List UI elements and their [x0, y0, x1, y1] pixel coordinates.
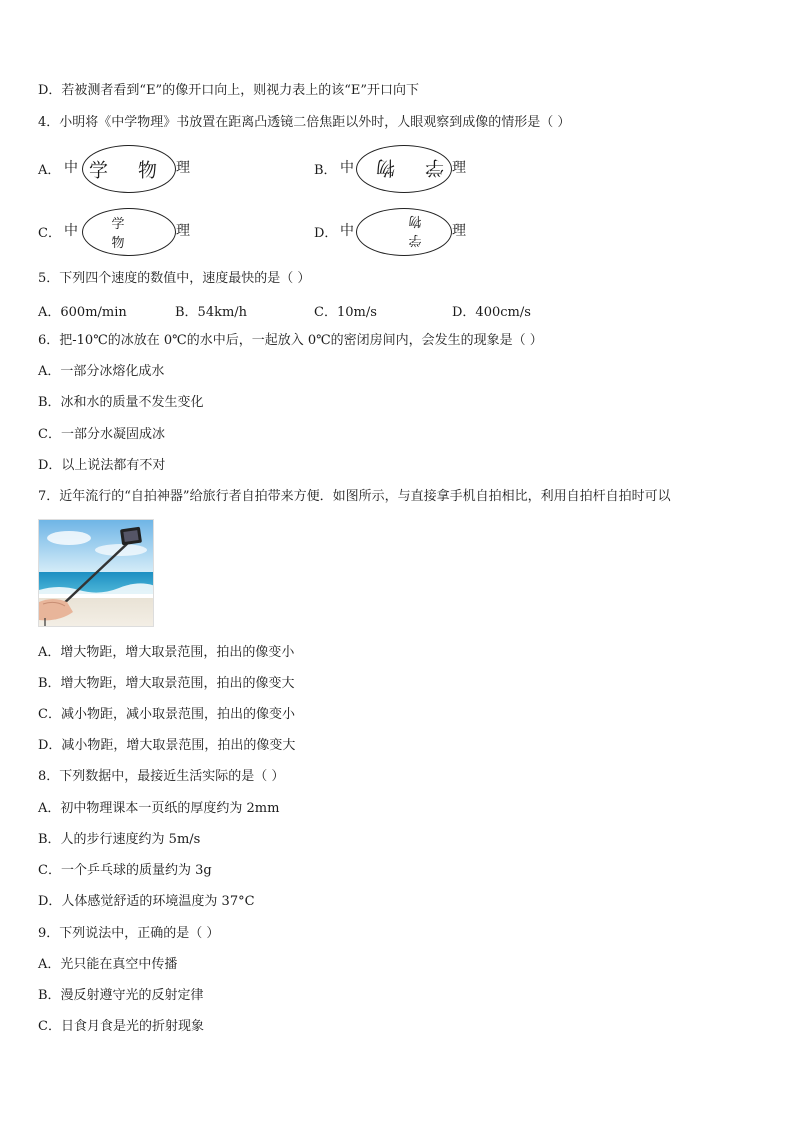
q7-option-a: A．增大物距，增大取景范围，拍出的像变小 [38, 645, 295, 660]
lens-image-ellipse [82, 145, 176, 193]
q8-option-c: C．一个乒乓球的质量约为 3g [38, 863, 212, 878]
image-text-inverted: 学 物 [363, 156, 445, 179]
q9-option-a: A．光只能在真空中传播 [38, 957, 178, 972]
text-zhong: 中 [64, 223, 78, 239]
text-zhong: 中 [340, 223, 354, 239]
question-4-stem: 4．小明将《中学物理》书放置在距离凸透镜二倍焦距以外时，人眼观察到成像的情形是（ ） [38, 115, 571, 130]
q7-option-d: D．减小物距，增大取景范围，拍出的像变大 [38, 738, 296, 753]
q9-option-c: C．日食月食是光的折射现象 [38, 1019, 204, 1034]
option-label: B． [314, 163, 337, 178]
q5-options [38, 301, 738, 319]
q4-option-d [314, 206, 574, 256]
q6-option-b: B．冰和水的质量不发生变化 [38, 395, 204, 410]
q7-option-b: B．增大物距，增大取景范围，拍出的像变大 [38, 676, 295, 691]
question-6-stem: 6．把-10℃的冰放在 0℃的水中后，一起放入 0℃的密闭房间内，会发生的现象是（ ） [38, 333, 543, 348]
text-li: 理 [176, 160, 190, 176]
q4-options-row-2 [38, 206, 758, 256]
option-label: A． [38, 163, 61, 178]
question-7-stem: 7．近年流行的“自拍神器”给旅行者自拍带来方便．如图所示，与直接拿手机自拍相比，利用自拍杆自拍时可以 [38, 489, 671, 504]
option-label: D． [314, 226, 338, 241]
text-li: 理 [176, 223, 190, 239]
text-zhong: 中 [340, 160, 354, 176]
q5-option-a: A．600m/min [38, 305, 127, 320]
q5-option-c: C．10m/s [314, 305, 377, 320]
q4-option-b [314, 143, 574, 193]
question-5-stem: 5．下列四个速度的数值中，速度最快的是（ ） [38, 271, 311, 286]
q6-option-d: D．以上说法都有不对 [38, 458, 166, 473]
question-8-stem: 8．下列数据中，最接近生活实际的是（ ） [38, 769, 285, 784]
q8-option-d: D．人体感觉舒适的环境温度为 37°C [38, 894, 255, 909]
q8-option-b: B．人的步行速度约为 5m/s [38, 832, 201, 847]
image-text: 学 物 [111, 217, 147, 251]
text-li: 理 [452, 160, 466, 176]
q9-option-b: B．漫反射遵守光的反射定律 [38, 988, 204, 1003]
q5-option-b: B．54km/h [175, 305, 248, 320]
q4-option-a [38, 143, 298, 193]
option-label: C． [38, 226, 61, 241]
selfie-stick-photo [38, 519, 154, 627]
q6-option-c: C．一部分水凝固成冰 [38, 427, 165, 442]
image-text: 学 物 [88, 159, 170, 182]
q4-options-row-1 [38, 143, 758, 193]
q5-option-d: D．400cm/s [452, 305, 531, 320]
option-d-previous-question: D．若被测者看到“E”的像开口向上，则视力表上的该“E”开口向下 [38, 83, 419, 98]
q7-option-c: C．减小物距，减小取景范围，拍出的像变小 [38, 707, 295, 722]
question-9-stem: 9．下列说法中，正确的是（ ） [38, 926, 220, 941]
lens-image-ellipse-inverted [356, 208, 452, 256]
q4-option-c [38, 206, 298, 256]
image-text-inverted: 学 物 [386, 213, 422, 247]
text-zhong: 中 [64, 160, 78, 176]
text-li: 理 [452, 223, 466, 239]
q8-option-a: A．初中物理课本一页纸的厚度约为 2mm [38, 801, 280, 816]
lens-image-ellipse [82, 208, 176, 256]
lens-image-ellipse-inverted [356, 145, 452, 193]
q6-option-a: A．一部分冰熔化成水 [38, 364, 165, 379]
selfie-stick-photo-icon [39, 520, 154, 627]
